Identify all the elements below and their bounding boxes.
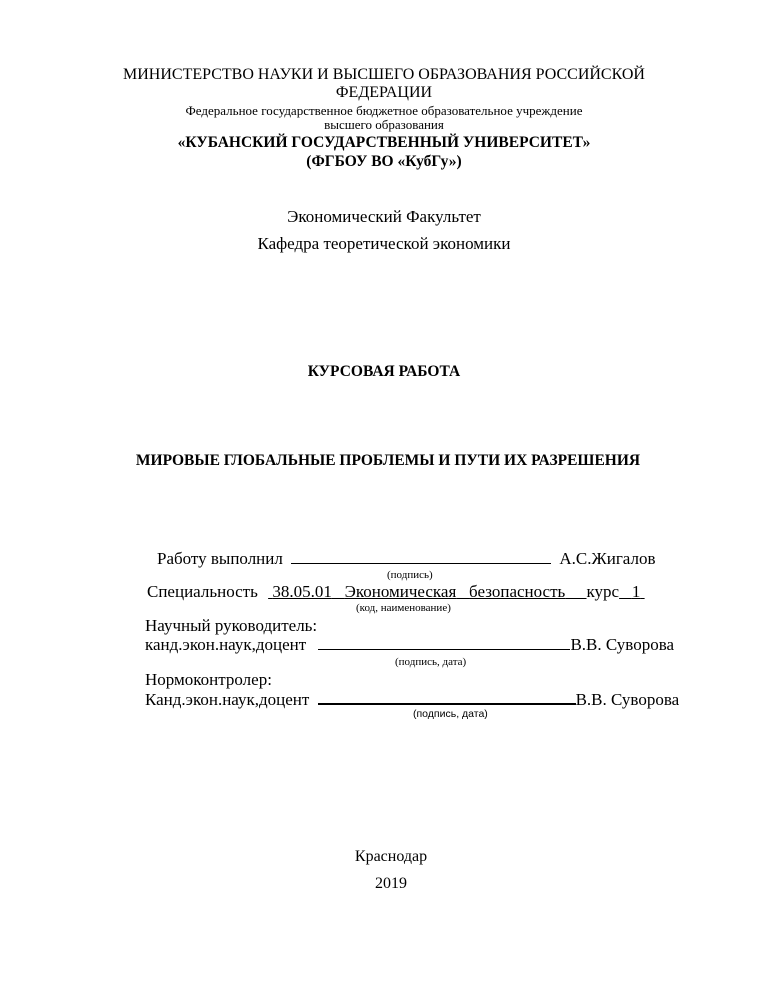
normcontrol-hint: (подпись, дата) xyxy=(413,708,488,720)
normcontrol-row xyxy=(145,689,679,710)
topic-title: МИРОВЫЕ ГЛОБАЛЬНЫЕ ПРОБЛЕМЫ И ПУТИ ИХ РАЗРЕШЕНИЯ xyxy=(135,452,641,469)
university-abbr: (ФГБОУ ВО «КубГу») xyxy=(306,153,462,170)
author-label: Работу выполнил xyxy=(157,549,283,568)
university-name: «КУБАНСКИЙ ГОСУДАРСТВЕННЫЙ УНИВЕРСИТЕТ» xyxy=(177,134,591,151)
ministry-line2: ФЕДЕРАЦИИ xyxy=(335,84,433,101)
normcontrol-label: Нормоконтролер: xyxy=(145,670,272,689)
ministry-line1: МИНИСТЕРСТВО НАУКИ И ВЫСШЕГО ОБРАЗОВАНИЯ РОССИЙСКОЙ xyxy=(123,66,645,83)
year: 2019 xyxy=(375,875,407,892)
supervisor-title: канд.экон.наук,доцент xyxy=(145,635,307,654)
supervisor-label: Научный руководитель: xyxy=(145,616,318,635)
specialty-code: 38.05.01 xyxy=(272,582,332,601)
specialty-row xyxy=(147,582,645,602)
normcontrol-signature-line xyxy=(318,689,576,705)
supervisor-signature-line xyxy=(318,635,570,650)
specialty-label: Специальность xyxy=(147,582,258,601)
specialty-hint: (код, наименование) xyxy=(356,602,451,614)
normcontrol-name: В.В. Суворова xyxy=(575,690,680,709)
institution-type-line1: Федеральное государственное бюджетное образовательное учреждение xyxy=(185,103,583,118)
author-signature-line xyxy=(291,549,551,564)
supervisor-name: В.В. Суворова xyxy=(570,635,675,654)
department: Кафедра теоретической экономики xyxy=(257,234,511,253)
course-value xyxy=(619,582,645,601)
author-hint: (подпись) xyxy=(387,569,433,581)
supervisor-hint: (подпись, дата) xyxy=(395,656,467,668)
course-number: 1 xyxy=(631,582,641,601)
work-type-title: КУРСОВАЯ РАБОТА xyxy=(307,363,461,380)
author-name: А.С.Жигалов xyxy=(559,549,656,568)
institution-type-line2: высшего образования xyxy=(324,117,444,132)
normcontrol-title: Канд.экон.наук,доцент xyxy=(145,690,310,709)
specialty-value xyxy=(268,582,586,601)
supervisor-row xyxy=(145,635,674,655)
course-label: курс xyxy=(586,582,620,601)
faculty: Экономический Факультет xyxy=(287,207,481,226)
specialty-name2: безопасность xyxy=(469,582,566,601)
author-row xyxy=(157,549,656,569)
city: Краснодар xyxy=(354,848,428,865)
specialty-name: Экономическая xyxy=(344,582,457,601)
